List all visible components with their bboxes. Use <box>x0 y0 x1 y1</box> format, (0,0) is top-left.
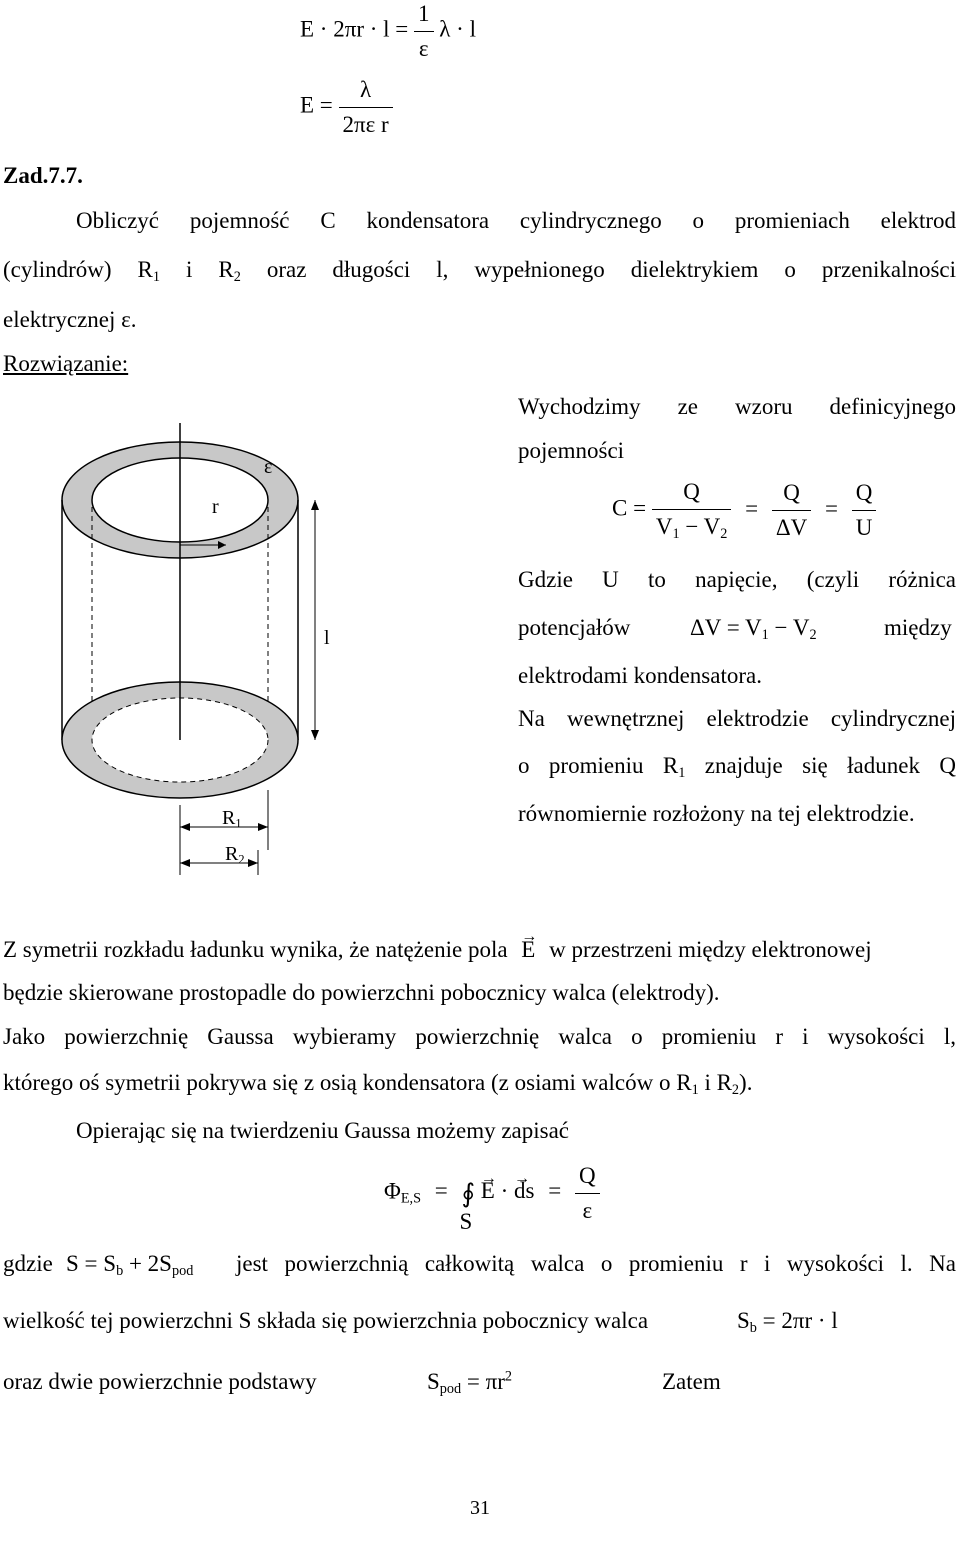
right-text-line <box>518 752 956 782</box>
subscript: 1 <box>691 1081 699 1098</box>
text: R <box>225 843 239 865</box>
text: ). <box>739 1070 753 1095</box>
subscript: 1 <box>761 626 769 643</box>
equation-lhs: E · 2πr · l = <box>300 16 409 42</box>
equation-field-strength <box>300 76 393 138</box>
fraction-denominator <box>652 509 732 543</box>
text: V <box>655 513 673 539</box>
equation-rhs: λ · l <box>439 16 476 42</box>
fraction-numerator: Q <box>783 480 800 506</box>
subscript: pod <box>171 1262 194 1279</box>
text: − V <box>679 513 721 539</box>
text: = 2πr · l <box>756 1308 838 1333</box>
cylindrical-capacitor-figure <box>0 395 500 890</box>
fraction-denominator: 2πε r <box>339 107 393 139</box>
page-number: 31 <box>470 1497 490 1519</box>
subscript: 1 <box>672 525 680 542</box>
body-line-1 <box>3 936 956 964</box>
equals-sign: = <box>548 1178 562 1204</box>
fraction-denominator: ΔV <box>772 510 811 542</box>
fraction-denominator: ε <box>575 1193 600 1225</box>
text: znajduje się ładunek Q <box>685 753 956 778</box>
equation-capacitance <box>612 478 876 543</box>
fraction-numerator: 1 <box>418 1 430 26</box>
subscript: 1 <box>678 764 686 781</box>
vector-E: → E <box>481 1177 495 1205</box>
right-text-line: pojemności <box>518 438 625 463</box>
dot-operator: · <box>500 1178 509 1204</box>
equation-base-surface <box>427 1368 512 1398</box>
body-line-4 <box>3 1069 752 1099</box>
equation-gauss-result <box>300 0 476 62</box>
arrowhead-icon <box>311 500 319 510</box>
text: S <box>427 1369 440 1394</box>
tail-line-1-text: jest powierzchnią całkowitą walca o promieniu r i wysokości l. Na <box>236 1251 956 1276</box>
tail-line-3-text: oraz dwie powierzchnie podstawy <box>3 1369 317 1394</box>
right-text-line: Wychodzimy ze wzoru definicyjnego <box>518 394 956 419</box>
subscript: 2 <box>720 525 728 542</box>
label-epsilon: ε <box>264 456 273 478</box>
text: S <box>737 1308 750 1333</box>
tail-line-1-lead: gdzie <box>3 1251 53 1276</box>
contour-integral-icon: ∮ <box>461 1178 476 1208</box>
text: i R <box>160 257 234 282</box>
equals-sign: = <box>825 495 838 521</box>
subscript: E,S <box>400 1190 422 1207</box>
arrowhead-icon <box>180 823 190 831</box>
text: S = S <box>66 1251 117 1276</box>
flux-symbol: Φ <box>384 1178 401 1204</box>
text: + 2S <box>123 1251 172 1276</box>
right-text-line: potencjałów <box>518 615 631 640</box>
body-line-5: Opierając się na twierdzeniu Gaussa możemy zapisać <box>76 1118 570 1143</box>
subscript: 2 <box>233 268 241 285</box>
fraction-numerator: λ <box>360 77 372 102</box>
subscript: b <box>749 1319 757 1336</box>
task-text-line-3: elektrycznej ε. <box>3 307 137 332</box>
subscript: 2 <box>809 626 817 643</box>
text: Z symetrii rozkładu ładunku wynika, że natężenie pola <box>3 937 508 962</box>
equation-potential-difference <box>690 614 817 644</box>
task-heading: Zad.7.7. <box>3 163 83 188</box>
right-text-line: Gdzie U to napięcie, (czyli różnica <box>518 567 956 592</box>
text: którego oś symetrii pokrywa się z osią kondensatora (z osiami walców o R <box>3 1070 692 1095</box>
fraction <box>772 479 811 541</box>
text: R <box>222 807 236 829</box>
tail-line-2-text: wielkość tej powierzchni S składa się powierzchnia pobocznicy walca <box>3 1308 649 1333</box>
right-text-line: między <box>884 615 952 640</box>
equation-lhs: E = <box>300 92 333 118</box>
task-text-line-1: Obliczyć pojemność C kondensatora cylindrycznego o promieniach elektrod <box>76 208 956 233</box>
subscript: 2 <box>731 1081 740 1098</box>
body-line-2: będzie skierowane prostopadle do powierzchni pobocznicy walca (elektrody). <box>3 980 720 1005</box>
equals-sign: = <box>745 495 759 521</box>
text: w przestrzeni między elektronowej <box>549 937 872 962</box>
label-r: r <box>212 496 219 518</box>
equation-side-surface <box>737 1307 838 1337</box>
fraction-numerator: Q <box>683 479 700 504</box>
label-R2 <box>225 842 245 867</box>
equals-sign: = <box>434 1178 448 1204</box>
fraction-denominator: U <box>852 510 877 542</box>
subscript: 2 <box>238 852 245 867</box>
right-text-line: Na wewnętrznej elektrodzie cylindrycznej <box>518 706 956 731</box>
subscript: 1 <box>235 816 242 831</box>
subscript: pod <box>439 1380 462 1397</box>
solution-label: Rozwiązanie: <box>3 351 129 376</box>
text: (cylindrów) R <box>3 257 153 282</box>
body-line-3: Jako powierzchnię Gaussa wybieramy powierzchnię walca o promieniu r i wysokości l, <box>3 1024 956 1049</box>
equation-lhs: C = <box>612 495 647 521</box>
subscript: b <box>116 1262 124 1279</box>
label-length: l <box>324 627 330 649</box>
integral-subscript: S <box>459 1208 473 1234</box>
fraction-denominator: ε <box>414 31 434 63</box>
arrowhead-icon <box>248 859 258 867</box>
text: − V <box>768 615 810 640</box>
right-text-line: elektrodami kondensatora. <box>518 663 762 688</box>
fraction <box>414 0 434 62</box>
text: oraz długości l, wypełnionego dielektrykiem o przenikalności <box>240 257 957 282</box>
text: ΔV = V <box>690 615 762 640</box>
subscript: 1 <box>152 268 161 285</box>
fraction <box>575 1162 600 1224</box>
task-text-line-2 <box>3 256 956 286</box>
arrowhead-icon <box>311 730 319 740</box>
fraction <box>652 478 732 543</box>
right-text-line: równomiernie rozłożony na tej elektrodzie. <box>518 801 915 826</box>
fraction <box>339 76 393 138</box>
superscript: 2 <box>504 1368 513 1385</box>
arrowhead-icon <box>258 823 268 831</box>
fraction-numerator: Q <box>578 1163 596 1188</box>
vector-ds: → ds <box>514 1177 534 1205</box>
fraction-numerator: Q <box>855 480 873 506</box>
label-R1 <box>222 806 242 831</box>
vector-E: → E <box>521 936 535 964</box>
surface-integral <box>459 1178 476 1234</box>
equation-total-surface <box>66 1250 193 1280</box>
tail-line-3-end: Zatem <box>662 1369 721 1394</box>
fraction <box>852 479 877 541</box>
text: o promieniu R <box>518 753 679 778</box>
text: i R <box>698 1070 732 1095</box>
text: = πr <box>461 1369 505 1394</box>
equation-gauss-law <box>384 1162 600 1234</box>
arrowhead-icon <box>180 859 190 867</box>
